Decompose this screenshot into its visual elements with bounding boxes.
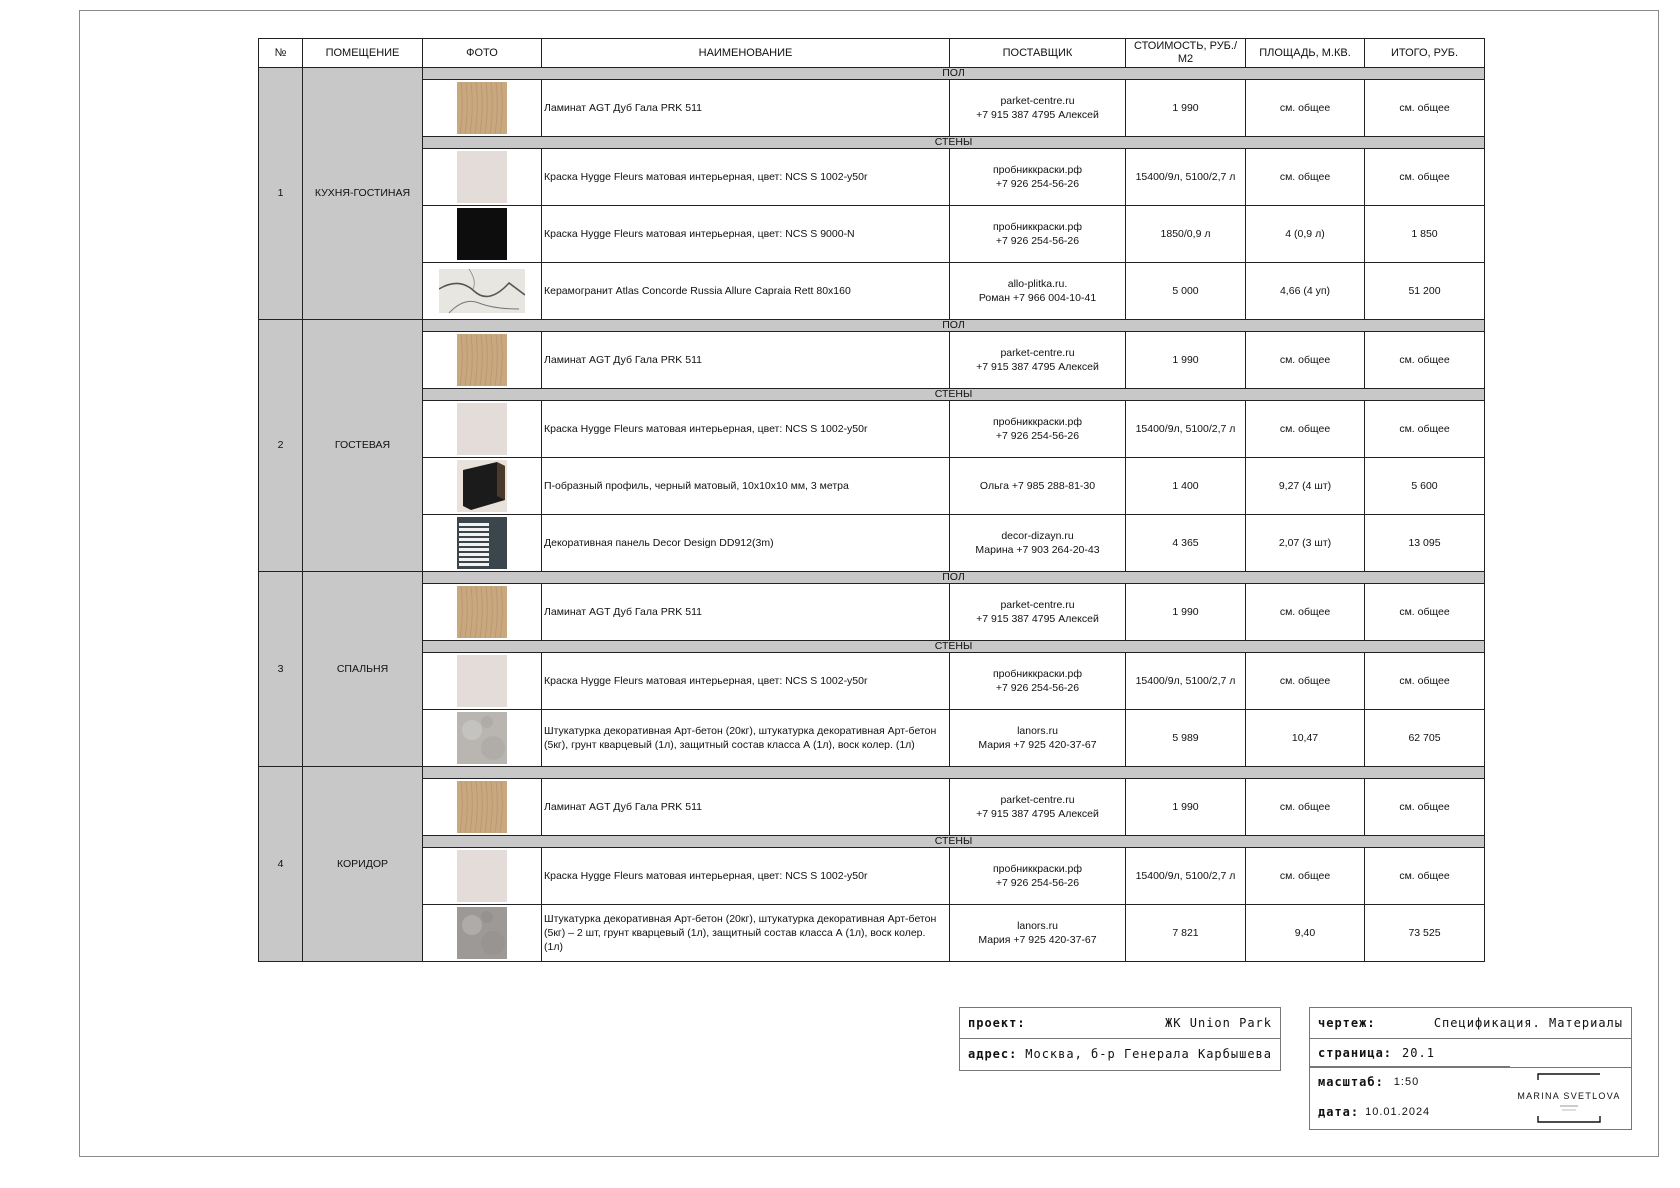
supplier-cell [950, 263, 1126, 320]
material-photo [423, 206, 542, 263]
section-label [423, 767, 1485, 779]
price-cell: 15400/9л, 5100/2,7 л [1126, 149, 1246, 206]
supplier-line: +7 926 254-56-26 [995, 682, 1080, 694]
date-value: 10.01.2024 [1365, 1106, 1431, 1118]
table-row [259, 263, 1485, 320]
area-cell: см. общее [1246, 149, 1365, 206]
area-cell: см. общее [1246, 401, 1365, 458]
supplier-line: Мария +7 925 420-37-67 [978, 934, 1097, 946]
area-cell: 9,40 [1246, 905, 1365, 962]
total-cell: см. общее [1365, 779, 1485, 836]
section-label: ПОЛ [423, 572, 1485, 584]
total-cell: см. общее [1365, 401, 1485, 458]
price-cell: 1 400 [1126, 458, 1246, 515]
price-cell: 1 990 [1126, 80, 1246, 137]
material-name: Ламинат AGT Дуб Гала PRK 511 [542, 332, 950, 389]
material-name: Краска Hygge Fleurs матовая интерьерная, цвет: NCS S 1002-y50r [542, 149, 950, 206]
supplier-line: parket-centre.ru [1000, 794, 1075, 806]
price-cell: 5 000 [1126, 263, 1246, 320]
beige-material-swatch [457, 151, 507, 203]
section-label: СТЕНЫ [423, 389, 1485, 401]
section-divider-row [259, 320, 1485, 332]
supplier-line: lanors.ru [1017, 725, 1058, 737]
supplier-line: +7 915 387 4795 Алексей [976, 808, 1099, 820]
wood-material-swatch [457, 334, 507, 386]
room-name: СПАЛЬНЯ [303, 572, 423, 767]
wood-material-swatch [457, 586, 507, 638]
section-divider-row [259, 641, 1485, 653]
section-divider-row [259, 767, 1485, 779]
supplier-line: Мария +7 925 420-37-67 [978, 739, 1097, 751]
material-photo [423, 848, 542, 905]
supplier-cell [950, 149, 1126, 206]
supplier-line: +7 915 387 4795 Алексей [976, 361, 1099, 373]
supplier-line: +7 926 254-56-26 [995, 877, 1080, 889]
material-name: Краска Hygge Fleurs матовая интерьерная, цвет: NCS S 1002-y50r [542, 653, 950, 710]
material-photo [423, 515, 542, 572]
section-label: ПОЛ [423, 68, 1485, 80]
wood-material-swatch [457, 82, 507, 134]
price-cell: 15400/9л, 5100/2,7 л [1126, 848, 1246, 905]
supplier-cell [950, 848, 1126, 905]
material-photo [423, 584, 542, 641]
header-photo: ФОТО [423, 39, 542, 68]
material-name: Ламинат AGT Дуб Гала PRK 511 [542, 584, 950, 641]
table-row [259, 401, 1485, 458]
table-row [259, 848, 1485, 905]
project-row [960, 1008, 1280, 1039]
room-name: КУХНЯ-ГОСТИНАЯ [303, 68, 423, 320]
area-cell: см. общее [1246, 848, 1365, 905]
concrete-material-swatch [457, 712, 507, 764]
price-cell: 1850/0,9 л [1126, 206, 1246, 263]
supplier-line: lanors.ru [1017, 920, 1058, 932]
supplier-line: пробниккраски.рф [992, 221, 1082, 233]
total-cell: 73 525 [1365, 905, 1485, 962]
project-value: ЖК Union Park [1165, 1016, 1272, 1030]
scale-value: 1:50 [1393, 1076, 1420, 1088]
supplier-cell [950, 458, 1126, 515]
total-cell: см. общее [1365, 848, 1485, 905]
price-cell: 15400/9л, 5100/2,7 л [1126, 653, 1246, 710]
concrete2-material-swatch [457, 907, 507, 959]
scale-row [1310, 1067, 1510, 1097]
area-cell: см. общее [1246, 80, 1365, 137]
supplier-cell [950, 584, 1126, 641]
header-name: НАИМЕНОВАНИЕ [542, 39, 950, 68]
designer-logo [1510, 1070, 1628, 1126]
panel-material-swatch [457, 517, 507, 569]
table-row [259, 458, 1485, 515]
material-photo [423, 80, 542, 137]
supplier-line: +7 915 387 4795 Алексей [976, 109, 1099, 121]
page-value: 20.1 [1402, 1045, 1435, 1060]
material-photo [423, 710, 542, 767]
supplier-line: Марина +7 903 264-20-43 [975, 544, 1100, 556]
material-name: Ламинат AGT Дуб Гала PRK 511 [542, 779, 950, 836]
supplier-line: +7 926 254-56-26 [995, 178, 1080, 190]
area-cell: см. общее [1246, 332, 1365, 389]
supplier-line: +7 926 254-56-26 [995, 430, 1080, 442]
supplier-cell [950, 710, 1126, 767]
header-room: ПОМЕЩЕНИЕ [303, 39, 423, 68]
room-number: 3 [259, 572, 303, 767]
total-cell: см. общее [1365, 332, 1485, 389]
area-cell: см. общее [1246, 779, 1365, 836]
supplier-line: parket-centre.ru [1000, 347, 1075, 359]
supplier-cell [950, 80, 1126, 137]
table-header-row [259, 39, 1485, 68]
drawing-title-block [1309, 1007, 1632, 1130]
table-row [259, 80, 1485, 137]
profile-material-swatch [457, 460, 507, 512]
page-label: страница: [1318, 1045, 1393, 1060]
material-name: Краска Hygge Fleurs матовая интерьерная, цвет: NCS S 9000-N [542, 206, 950, 263]
material-photo [423, 905, 542, 962]
scale-label: масштаб: [1318, 1075, 1384, 1089]
section-divider-row [259, 836, 1485, 848]
address-value: Москва, б-р Генерала Карбышева [1025, 1047, 1272, 1061]
logo-text: MARINA SVETLOVA [1517, 1091, 1621, 1101]
area-cell: см. общее [1246, 584, 1365, 641]
material-name: Декоративная панель Decor Design DD912(3m) [542, 515, 950, 572]
price-cell: 5 989 [1126, 710, 1246, 767]
room-name: КОРИДОР [303, 767, 423, 962]
area-cell: 9,27 (4 шт) [1246, 458, 1365, 515]
header-area: ПЛОЩАДЬ, М.КВ. [1246, 39, 1365, 68]
beige-material-swatch [457, 850, 507, 902]
section-label: СТЕНЫ [423, 836, 1485, 848]
supplier-line: decor-dizayn.ru [1001, 530, 1074, 542]
material-name: Керамогранит Atlas Concorde Russia Allure Capraia Rett 80x160 [542, 263, 950, 320]
material-photo [423, 779, 542, 836]
date-label: дата: [1318, 1105, 1360, 1119]
table-row [259, 779, 1485, 836]
price-cell: 1 990 [1126, 779, 1246, 836]
drawing-label: чертеж: [1318, 1016, 1376, 1030]
supplier-line: parket-centre.ru [1000, 599, 1075, 611]
price-cell: 15400/9л, 5100/2,7 л [1126, 401, 1246, 458]
supplier-line: пробниккраски.рф [992, 416, 1082, 428]
header-price: СТОИМОСТЬ, РУБ./М2 [1126, 39, 1246, 68]
project-label: проект: [968, 1016, 1026, 1030]
section-divider-row [259, 137, 1485, 149]
table-row [259, 710, 1485, 767]
drawing-row [1310, 1008, 1631, 1039]
section-divider-row [259, 572, 1485, 584]
marble-material-swatch [439, 269, 525, 313]
beige-material-swatch [457, 655, 507, 707]
room-number: 2 [259, 320, 303, 572]
total-cell: см. общее [1365, 584, 1485, 641]
wood-material-swatch [457, 781, 507, 833]
room-number: 4 [259, 767, 303, 962]
supplier-line: Ольга +7 985 288-81-30 [979, 480, 1096, 492]
material-photo [423, 401, 542, 458]
page-row [1310, 1039, 1510, 1067]
total-cell: 5 600 [1365, 458, 1485, 515]
room-name: ГОСТЕВАЯ [303, 320, 423, 572]
section-divider-row [259, 68, 1485, 80]
table-row [259, 332, 1485, 389]
supplier-cell [950, 401, 1126, 458]
section-divider-row [259, 389, 1485, 401]
material-name: Штукатурка декоративная Арт-бетон (20кг), штукатурка декоративная Арт-бетон (5кг), грунт кварцевый (1л), защитный состав класса А (1л), воск колер. (1л) [542, 710, 950, 767]
supplier-line: пробниккраски.рф [992, 164, 1082, 176]
supplier-line: пробниккраски.рф [992, 863, 1082, 875]
table-row [259, 149, 1485, 206]
supplier-cell [950, 515, 1126, 572]
section-label: СТЕНЫ [423, 641, 1485, 653]
material-name: Краска Hygge Fleurs матовая интерьерная, цвет: NCS S 1002-y50r [542, 848, 950, 905]
material-photo [423, 149, 542, 206]
supplier-line: пробниккраски.рф [992, 668, 1082, 680]
supplier-line: +7 915 387 4795 Алексей [976, 613, 1099, 625]
total-cell: см. общее [1365, 653, 1485, 710]
total-cell: 1 850 [1365, 206, 1485, 263]
materials-specification-table [258, 38, 1485, 962]
table-row [259, 584, 1485, 641]
supplier-cell [950, 332, 1126, 389]
material-photo [423, 458, 542, 515]
address-label: адрес: [968, 1047, 1018, 1061]
address-row [960, 1039, 1280, 1069]
header-number: № [259, 39, 303, 68]
area-cell: см. общее [1246, 653, 1365, 710]
supplier-line: parket-centre.ru [1000, 95, 1075, 107]
material-name: П-образный профиль, черный матовый, 10х10х10 мм, 3 метра [542, 458, 950, 515]
material-name: Ламинат AGT Дуб Гала PRK 511 [542, 80, 950, 137]
beige-material-swatch [457, 403, 507, 455]
material-photo [423, 653, 542, 710]
supplier-cell [950, 206, 1126, 263]
total-cell: см. общее [1365, 80, 1485, 137]
total-cell: см. общее [1365, 149, 1485, 206]
supplier-line: allo-plitka.ru. [1007, 278, 1068, 290]
price-cell: 7 821 [1126, 905, 1246, 962]
section-label: СТЕНЫ [423, 137, 1485, 149]
total-cell: 51 200 [1365, 263, 1485, 320]
table-row [259, 653, 1485, 710]
section-label: ПОЛ [423, 320, 1485, 332]
material-name: Краска Hygge Fleurs матовая интерьерная, цвет: NCS S 1002-y50r [542, 401, 950, 458]
table-row [259, 206, 1485, 263]
table-row [259, 905, 1485, 962]
material-photo [423, 332, 542, 389]
area-cell: 4,66 (4 уп) [1246, 263, 1365, 320]
price-cell: 4 365 [1126, 515, 1246, 572]
supplier-line: Роман +7 966 004-10-41 [978, 292, 1097, 304]
header-total: ИТОГО, РУБ. [1365, 39, 1485, 68]
room-number: 1 [259, 68, 303, 320]
drawing-value: Спецификация. Материалы [1433, 1016, 1623, 1030]
table-row [259, 515, 1485, 572]
area-cell: 10,47 [1246, 710, 1365, 767]
supplier-cell [950, 779, 1126, 836]
area-cell: 4 (0,9 л) [1246, 206, 1365, 263]
supplier-cell [950, 653, 1126, 710]
supplier-cell [950, 905, 1126, 962]
material-name: Штукатурка декоративная Арт-бетон (20кг), штукатурка декоративная Арт-бетон (5кг) – 2 шт, грунт кварцевый (1л), защитный состав класса А (1л), воск колер. (1л) [542, 905, 950, 962]
price-cell: 1 990 [1126, 584, 1246, 641]
supplier-line: +7 926 254-56-26 [995, 235, 1080, 247]
area-cell: 2,07 (3 шт) [1246, 515, 1365, 572]
total-cell: 13 095 [1365, 515, 1485, 572]
date-row [1310, 1097, 1510, 1127]
price-cell: 1 990 [1126, 332, 1246, 389]
total-cell: 62 705 [1365, 710, 1485, 767]
material-photo [423, 263, 542, 320]
project-title-block [959, 1007, 1281, 1071]
black-material-swatch [457, 208, 507, 260]
header-supplier: ПОСТАВЩИК [950, 39, 1126, 68]
